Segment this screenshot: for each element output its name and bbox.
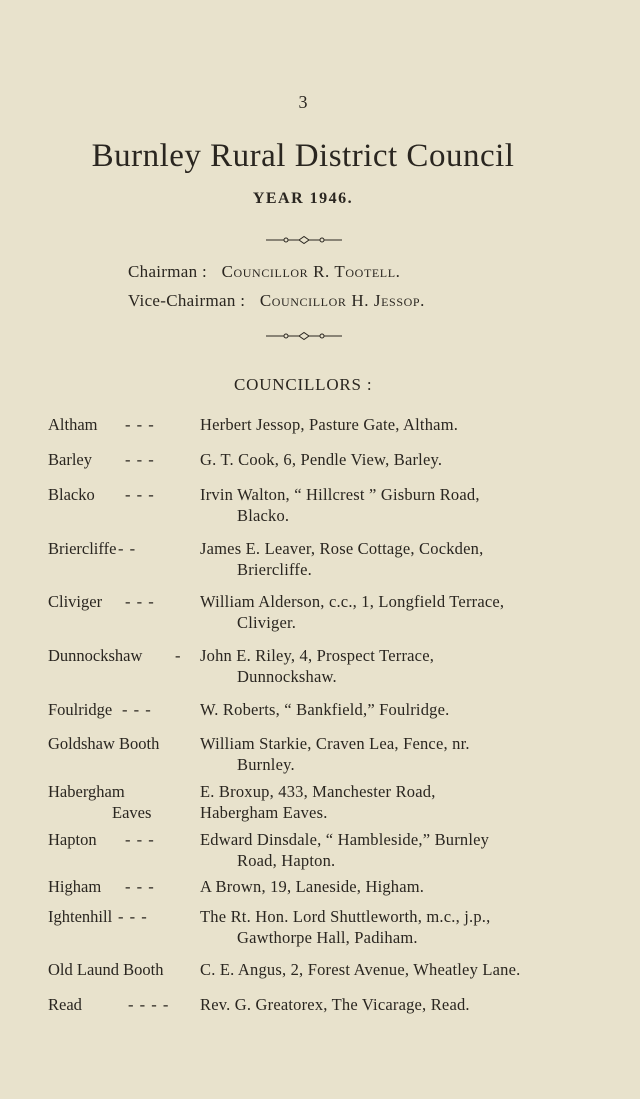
leader-dashes: - - - <box>125 450 155 469</box>
councillor-details <box>200 538 570 580</box>
ward-name: Ightenhill <box>48 907 113 926</box>
ward-name: Read <box>48 995 82 1014</box>
ward-cell <box>48 591 198 612</box>
councillor-details <box>200 906 570 948</box>
ward-name: Hapton <box>48 830 97 849</box>
councillor-name-address: E. Broxup, 433, Manchester Road, <box>200 782 436 801</box>
ward-name: Blacko <box>48 485 95 504</box>
councillor-name-address: Irvin Walton, “ Hillcrest ” Gisburn Road, <box>200 485 480 504</box>
councillor-name-address: Herbert Jessop, Pasture Gate, Altham. <box>200 415 459 434</box>
ward-name: Altham <box>48 415 98 434</box>
ward-cell <box>48 781 198 823</box>
ward-cell <box>48 414 198 435</box>
councillor-details <box>200 484 570 526</box>
councillor-details <box>200 829 570 871</box>
councillor-details <box>200 733 570 775</box>
ward-cell <box>48 733 198 754</box>
ward-name: Goldshaw Booth <box>48 734 160 753</box>
councillor-name-address: William Starkie, Craven Lea, Fence, nr. <box>200 734 470 753</box>
leader-dashes: - - - <box>125 830 155 849</box>
leader-dashes: - - - <box>125 592 155 611</box>
councillor-name-address: A Brown, 19, Laneside, Higham. <box>200 877 425 896</box>
ward-name: Barley <box>48 450 92 469</box>
page-number: 3 <box>298 92 308 112</box>
councillor-address-continued: Habergham Eaves. <box>200 803 328 822</box>
ward-cell <box>48 829 198 850</box>
ornament-divider-bottom <box>266 331 342 341</box>
councillor-address-continued: Blacko. <box>237 506 290 525</box>
councillor-details <box>200 449 570 470</box>
year-heading: YEAR 1946. <box>252 190 354 207</box>
councillor-address-continued: Dunnockshaw. <box>237 667 337 686</box>
vice-chairman-role: Vice-Chairman : <box>128 291 246 310</box>
ward-name: Cliviger <box>48 592 103 611</box>
ward-cell <box>48 959 198 980</box>
councillor-name-address: G. T. Cook, 6, Pendle View, Barley. <box>200 450 443 469</box>
ward-name: Higham <box>48 877 102 896</box>
councillor-name-address: William Alderson, c.c., 1, Longfield Terrace, <box>200 592 505 611</box>
councillor-name-address: Edward Dinsdale, “ Hambleside,” Burnley <box>200 830 490 849</box>
ward-name-continued: Eaves <box>112 803 152 822</box>
leader-dashes: - - <box>118 539 137 558</box>
councillor-name-address: James E. Leaver, Rose Cottage, Cockden, <box>200 539 484 558</box>
ward-name: Dunnockshaw <box>48 646 143 665</box>
leader-dashes: - - - - <box>128 995 170 1014</box>
ward-cell <box>48 645 198 666</box>
ward-cell <box>48 994 198 1015</box>
councillor-details <box>200 699 570 720</box>
councillor-details <box>200 781 570 823</box>
councillor-name-address: Rev. G. Greatorex, The Vicarage, Read. <box>200 995 470 1014</box>
ward-name: Foulridge <box>48 700 113 719</box>
councillor-name-address: W. Roberts, “ Bankfield,” Foulridge. <box>200 700 450 719</box>
chairman-line <box>128 262 401 282</box>
ward-cell <box>48 449 198 470</box>
councillor-address-continued: Cliviger. <box>237 613 297 632</box>
leader-dashes: - <box>175 646 182 665</box>
chairman-name: Councillor R. Tootell. <box>221 262 401 281</box>
chairman-role: Chairman : <box>128 262 208 281</box>
vice-chairman-name: Councillor H. Jessop. <box>259 291 425 310</box>
ward-cell <box>48 484 198 505</box>
document-title: Burnley Rural District Council <box>91 138 515 174</box>
councillor-name-address: The Rt. Hon. Lord Shuttleworth, m.c., j.p., <box>200 907 491 926</box>
ward-cell <box>48 699 198 720</box>
councillor-details <box>200 994 570 1015</box>
ward-cell <box>48 876 198 897</box>
councillor-details <box>200 645 570 687</box>
councillor-address-continued: Briercliffe. <box>237 560 312 579</box>
councillor-name-address: C. E. Angus, 2, Forest Avenue, Wheatley Lane. <box>200 960 521 979</box>
leader-dashes: - - - <box>125 877 155 896</box>
ward-name: Habergham <box>48 782 125 801</box>
ward-cell <box>48 538 198 559</box>
councillor-details <box>200 414 570 435</box>
ward-cell <box>48 906 198 927</box>
vice-chairman-line <box>128 291 425 311</box>
councillor-details <box>200 591 570 633</box>
councillor-address-continued: Road, Hapton. <box>237 851 336 870</box>
leader-dashes: - - - <box>122 700 152 719</box>
leader-dashes: - - - <box>118 907 148 926</box>
ward-name: Briercliffe <box>48 539 117 558</box>
councillor-name-address: John E. Riley, 4, Prospect Terrace, <box>200 646 435 665</box>
ornament-divider-top <box>266 235 342 245</box>
councillor-details <box>200 959 570 980</box>
councillor-address-continued: Burnley. <box>237 755 295 774</box>
councillor-address-continued: Gawthorpe Hall, Padiham. <box>237 928 418 947</box>
councillor-details <box>200 876 570 897</box>
leader-dashes: - - - <box>125 415 155 434</box>
ward-name: Old Laund Booth <box>48 960 164 979</box>
leader-dashes: - - - <box>125 485 155 504</box>
councillors-heading: COUNCILLORS : <box>234 375 373 394</box>
